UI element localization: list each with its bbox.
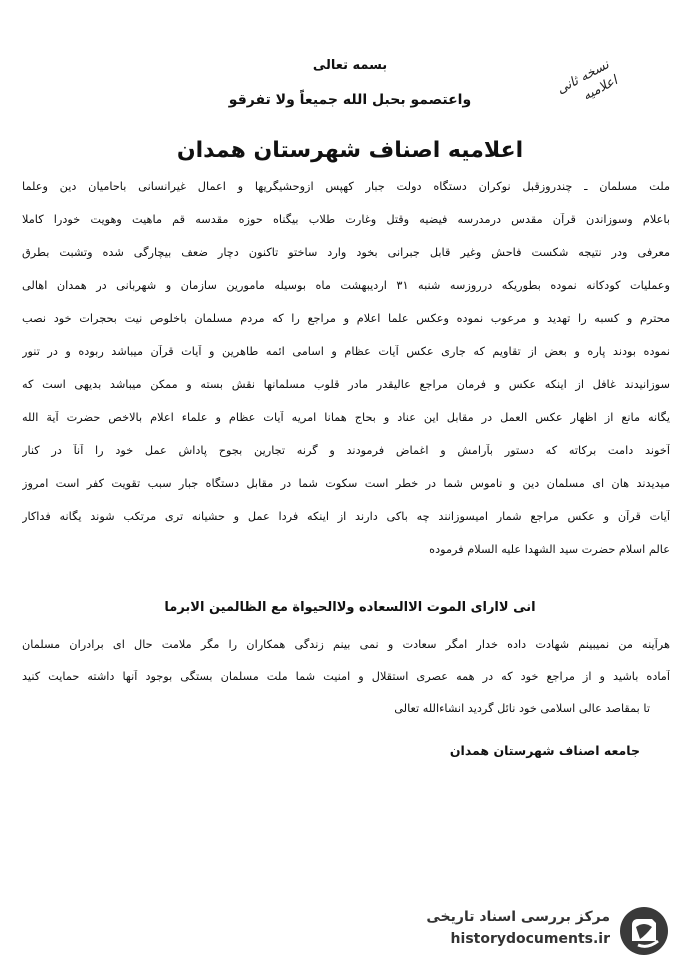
body-line-12: عالم اسلام حضرت سید الشهدا علیه السلام فرموده [429, 543, 670, 556]
body-line-9: آخوند دامت برکاته که دستور بآرامش و اغماض فرمودند و گرنه تجارین بجوح پاداش عمل خود را آنآ در کنار [22, 444, 670, 457]
body-line-7: سوزانیدند غافل از اینکه عکس و فرمان مراجع عالیقدر مادر قلوب مسلمانها نقش بسته و ممکن میباشد بدیهی است که [22, 378, 670, 391]
signature: جامعه اصناف شهرستان همدان [449, 743, 640, 758]
body-line-5: محترم و کسبه را تهدید و مرعوب نموده وعکس علما اعلام و مراجع را که مردم مسلمان باخلوص نیت بحجرات خود نصب [22, 312, 670, 325]
body-line-4: وعملیات کودکانه نموده بطوریکه درروزسه شنبه ۳۱ اردیبهشت ماه بوسیله مامورین سازمان و شهربانی در همدان اهالی [22, 279, 670, 292]
quran-verse-heading: واعتصمو بحبل الله جمیعاً ولا تفرقو [228, 92, 472, 108]
bismillah-heading: بسمه تعالی [312, 58, 388, 73]
body-line-3: معرفی ودر نتیجه شکست فاحش وغیر قابل جبرانی بخود وارد ساختو تاکنون دچار ضعف بیچارگی شده وتشبت بطرق [22, 246, 670, 259]
document-center-logo-icon [618, 905, 670, 957]
body-line-8: یگانه مانع از اظهار عکس العمل در مقابل این عناد و بحاج همانا امریه آیات عظام و علماء اعلام بالاخص حضرت آیة الله [22, 411, 670, 424]
closing-quote-heading: انی لاارای الموت الاالسعاده ولاالحیواة مع الظالمین الابرما [164, 600, 536, 615]
handwritten-note-text: نسخه ثانی اعلامیه [554, 57, 621, 104]
closing-line-2: آماده باشید و از مراجع خود که در همه عصری استقلال و امنیت شما ملت مسلمان بستگی بوجود آنها داشته حمایت کنید [22, 670, 670, 683]
watermark-title: مرکز بررسی اسناد تاریخی [426, 909, 610, 925]
watermark [415, 905, 680, 960]
body-line-1: ملت مسلمان ـ چندروزقبل نوکران دستگاه دولت جبار کهپس ازوحشیگریها و اعمال غیرانسانی باحامیان دین وعلما [22, 180, 670, 193]
body-line-2: باعلام وسوزاندن قرآن مقدس درمدرسه فیضیه وقتل وغارت طلاب بیگناه حوزه مقدسه قم ماهیت وهویت خودرا کاملا [22, 213, 670, 226]
body-line-11: آیات قرآن و عکس مراجع شمار امیسوزانند چه باکی دارند از اینکه فردا عمل و حشیانه تری مرتکب شوند یگانه فداکار [22, 510, 670, 523]
closing-line-3: تا بمقاصد عالی اسلامی خود نائل گردید انشاءالله تعالی [394, 702, 650, 715]
watermark-url: historydocuments.ir [450, 931, 610, 947]
body-line-6: نموده بودند پاره و بعض از تقاویم که جاری عکس آیات عظام و اسامی ائمه طاهرین و آیات قرآن میباشد ربوده و در تنور [22, 345, 670, 358]
body-line-10: میدیدند هان ای مسلمان دین و ناموس شما در خطر است سکوت شما در مقابل دستگاه جبار سبب تقویت کفر است امروز [22, 477, 670, 490]
handwritten-note [498, 57, 642, 184]
announcement-title: اعلامیه اصناف شهرستان همدان [176, 138, 524, 163]
closing-line-1: هرآینه من نمیبینم شهادت داده خدار امگر سعادت و نمی بینم زندگی همکاران را مگر ملامت حال ای برادران مسلمان [22, 638, 670, 651]
